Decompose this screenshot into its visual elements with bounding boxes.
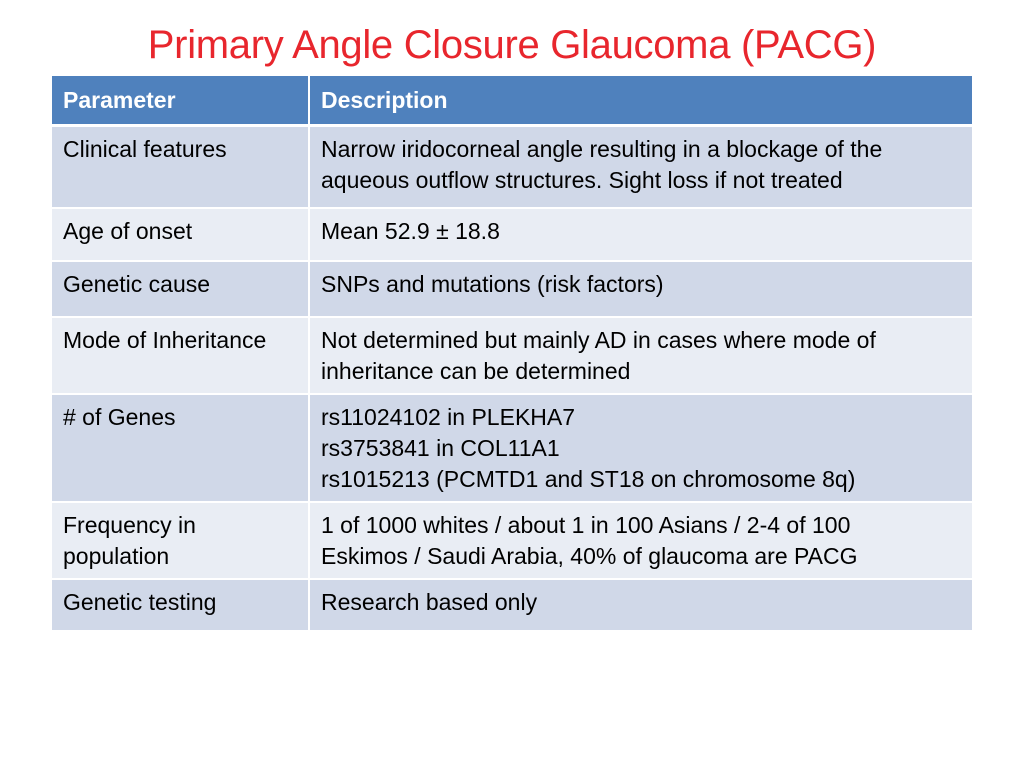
- header-description: Description: [309, 76, 972, 126]
- table-row: [52, 208, 972, 261]
- description-cell: Research based only: [309, 579, 972, 631]
- parameter-cell: # of Genes: [52, 394, 309, 502]
- parameter-cell: Genetic testing: [52, 579, 309, 631]
- parameter-cell: Frequency in population: [52, 502, 309, 579]
- description-cell: Mean 52.9 ± 18.8: [309, 208, 972, 261]
- parameter-table: [52, 76, 972, 632]
- parameter-cell: Genetic cause: [52, 261, 309, 317]
- description-cell: rs11024102 in PLEKHA7 rs3753841 in COL11A1 rs1015213 (PCMTD1 and ST18 on chromosome 8q): [309, 394, 972, 502]
- parameter-cell: Age of onset: [52, 208, 309, 261]
- table-row: [52, 126, 972, 209]
- table-header-row: [52, 76, 972, 126]
- description-cell: 1 of 1000 whites / about 1 in 100 Asians / 2-4 of 100 Eskimos / Saudi Arabia, 40% of glaucoma are PACG: [309, 502, 972, 579]
- table-row: [52, 317, 972, 394]
- parameter-cell: Mode of Inheritance: [52, 317, 309, 394]
- description-cell: Not determined but mainly AD in cases where mode of inheritance can be determined: [309, 317, 972, 394]
- table-row: [52, 394, 972, 502]
- slide-title: Primary Angle Closure Glaucoma (PACG): [147, 23, 877, 67]
- description-cell: SNPs and mutations (risk factors): [309, 261, 972, 317]
- description-cell: Narrow iridocorneal angle resulting in a blockage of the aqueous outflow structures. Sight loss if not treated: [309, 126, 972, 209]
- table-row: [52, 502, 972, 579]
- parameter-cell: Clinical features: [52, 126, 309, 209]
- table-row: [52, 579, 972, 631]
- table-row: [52, 261, 972, 317]
- header-parameter: Parameter: [52, 76, 309, 126]
